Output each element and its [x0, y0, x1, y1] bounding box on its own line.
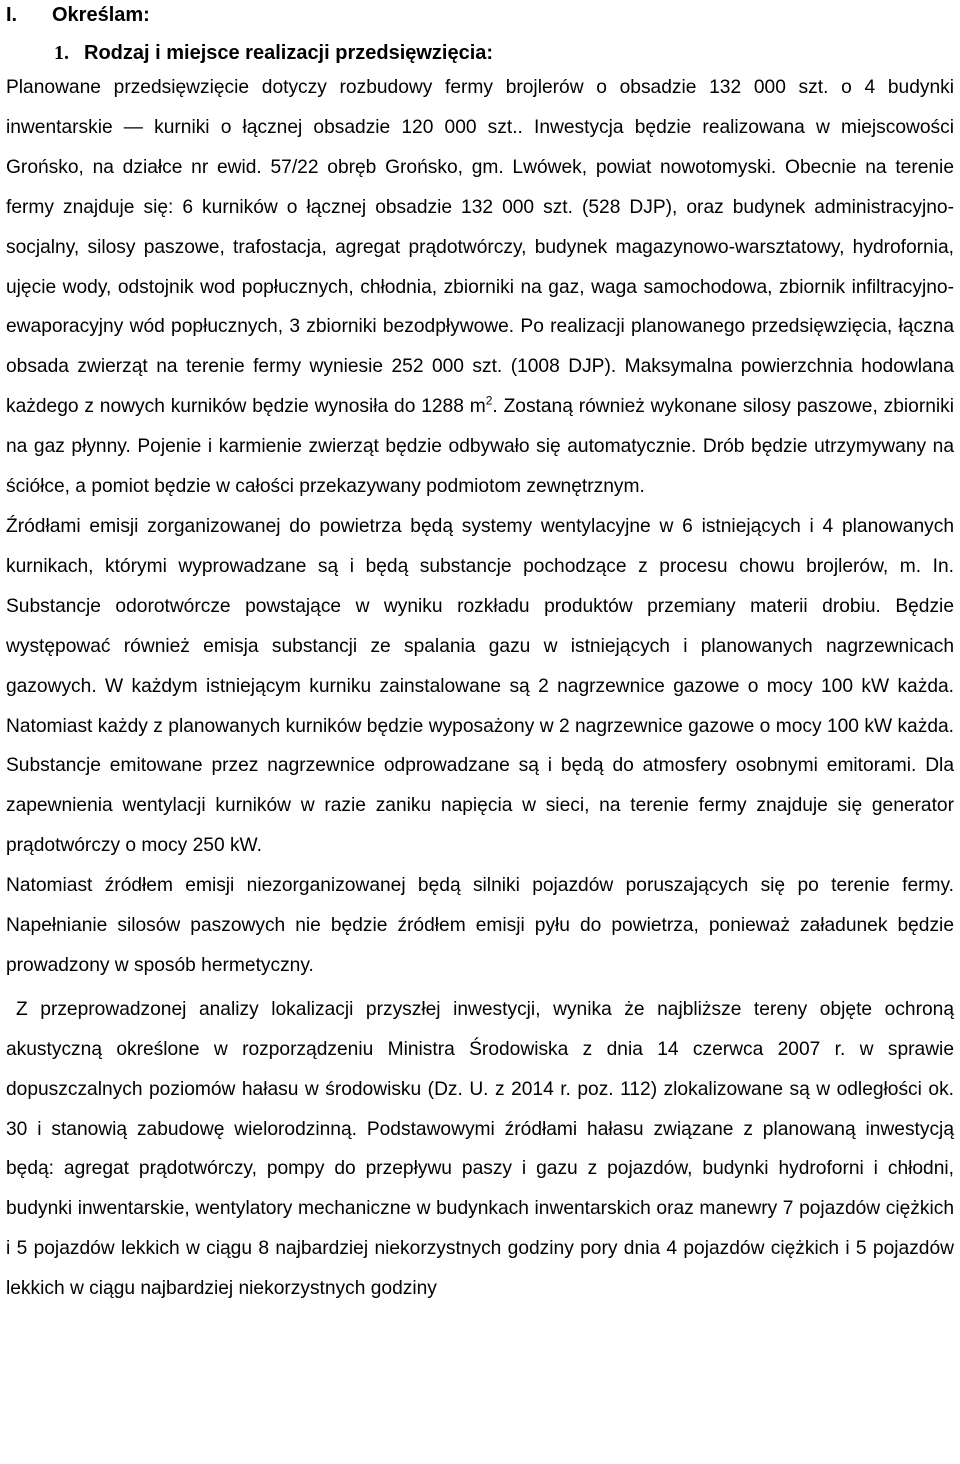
section-title: Określam: [52, 4, 150, 26]
paragraph-1 [6, 68, 954, 507]
subsection-title: Rodzaj i miejsce realizacji przedsięwzięcia: [84, 42, 494, 64]
paragraph-4: Z przeprowadzonej analizy lokalizacji przyszłej inwestycji, wynika że najbliższe tereny objęte ochroną akustyczną określone w rozporządzeniu Ministra Środowiska z dnia 14 czerwca 2007 r. w sprawie dopuszczalnych poziomów hałasu w środowisku (Dz. U. z 2014 r. poz. 112) zlokalizowane są w odległości ok. 30 i stanowią zabudowę wielorodzinną. Podstawowymi źródłami hałasu związane z planowaną inwestycją będą: agregat prądotwórczy, pompy do przepływu paszy i gazu z pojazdów, budynki hydroforni i chłodni, budynki inwentarskie, wentylatory mechaniczne w budynkach inwentarskich oraz manewry 7 pojazdów ciężkich i 5 pojazdów lekkich w ciągu 8 najbardziej niekorzystnych godziny pory dnia 4 pojazdów ciężkich i 5 pojazdów lekkich w ciągu najbardziej niekorzystnych godziny [6, 998, 954, 1300]
document-body [6, 66, 954, 1309]
document-page [6, 0, 954, 1309]
paragraph-2: Źródłami emisji zorganizowanej do powietrza będą systemy wentylacyjne w 6 istniejących i 4 planowanych kurnikach, którymi wyprowadzane są i będą substancje pochodzące z procesu chowu brojlerów, m. In. Substancje odorotwórcze powstające w wyniku rozkładu produktów przemiany materii drobiu. Będzie występować również emisja substancji ze spalania gazu w istniejących i planowanych nagrzewnicach gazowych. W każdym istniejącym kurniku zainstalowane są 2 nagrzewnice gazowe o mocy 100 kW każda. Natomiast każdy z planowanych kurników będzie wyposażony w 2 nagrzewnice gazowe o mocy 100 kW każda. Substancje emitowane przez nagrzewnice odprowadzane są i będą do atmosfery osobnymi emitorami. Dla zapewnienia wentylacji kurników w razie zaniku napięcia w sieci, na terenie fermy znajduje się generator prądotwórczy o mocy 250 kW. [6, 515, 954, 857]
section-heading [6, 0, 954, 28]
section-number: I. [6, 4, 18, 26]
subsection-heading [6, 40, 954, 66]
paragraph-1-text-b: . Zostaną również wykonane silosy paszowe, zbiorniki na gaz płynny. Pojenie i karmienie zwierząt będzie odbywało się automatycznie. Drób będzie utrzymywany na ściółce, a pomiot będzie w całości przekazywany podmiotom zewnętrznym. [6, 396, 954, 498]
subsection-number: 1. [54, 42, 69, 64]
paragraph-3: Natomiast źródłem emisji niezorganizowanej będą silniki pojazdów poruszających się po terenie fermy. Napełnianie silosów paszowych nie będzie źródłem emisji pyłu do powietrza, ponieważ załadunek będzie prowadzony w sposób hermetyczny. [6, 875, 954, 976]
paragraph-1-text-a: Planowane przedsięwzięcie dotyczy rozbudowy fermy brojlerów o obsadzie 132 000 szt. o 4 budynki inwentarskie — kurniki o łącznej obsadzie 120 000 szt.. Inwestycja będzie realizowana w miejscowości Grońsko, na działce nr ewid. 57/22 obręb Grońsko, gm. Lwówek, powiat nowotomyski. Obecnie na terenie fermy znajduje się: 6 kurników o łącznej obsadzie 132 000 szt. (528 DJP), oraz budynek administracyjno-socjalny, silosy paszowe, trafostacja, agregat prądotwórczy, budynek magazynowo-warsztatowy, hydrofornia, ujęcie wody, odstojnik wod popłucznych, chłodnia, zbiorniki na gaz, waga samochodowa, zbiornik infiltracyjno-ewaporacyjny wód popłucznych, 3 zbiorniki bezodpływowe. Po realizacji planowanego przedsięwzięcia, łączna obsada zwierząt na terenie fermy wyniesie 252 000 szt. (1008 DJP). Maksymalna powierzchnia hodowlana każdego z nowych kurników będzie wynosiła do 1288 m [6, 77, 954, 418]
superscript-2: 2 [485, 393, 493, 408]
